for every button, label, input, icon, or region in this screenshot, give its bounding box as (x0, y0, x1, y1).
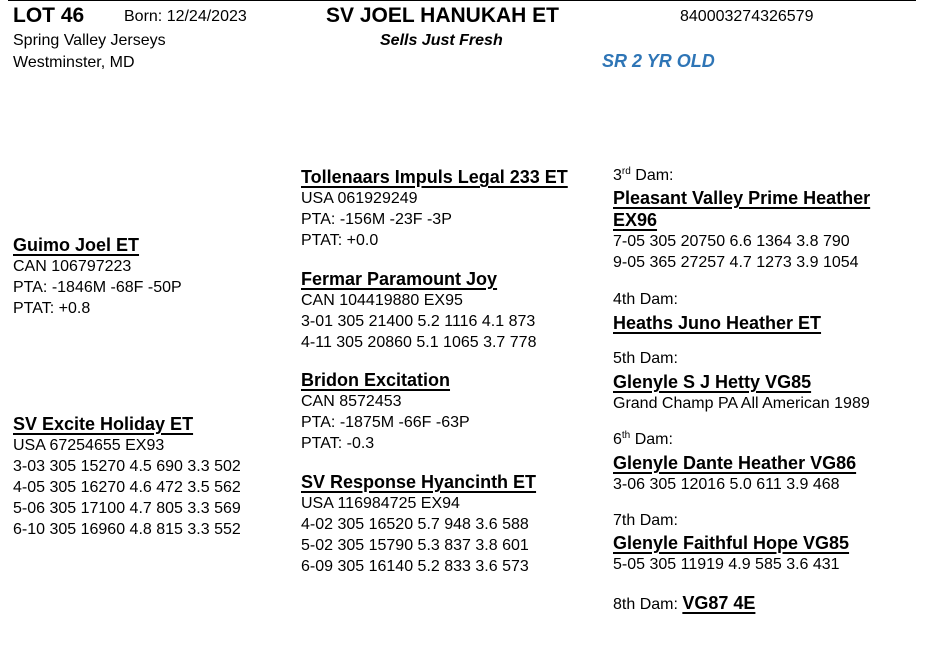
sire-block (13, 234, 182, 319)
dam6-name: Glenyle Dante Heather VG86 (613, 453, 857, 473)
dam4-block (613, 312, 821, 334)
dam3-label (613, 166, 673, 186)
sires-sire-line: PTA: -156M -23F -3P (301, 211, 452, 228)
dam5-name: Glenyle S J Hetty VG85 (613, 372, 812, 392)
sells-note: Sells Just Fresh (380, 32, 503, 49)
sires-sire-line: USA 061929249 (301, 190, 418, 207)
dams-dam-name: SV Response Hyancinth ET (301, 472, 537, 492)
dam-line: USA 67254655 EX93 (13, 437, 165, 454)
registration-number: 840003274326579 (680, 8, 814, 25)
dam6-label-suffix: th (621, 430, 631, 441)
dam4-name: Heaths Juno Heather ET (613, 313, 822, 333)
dams-dam-line: 4-02 305 16520 5.7 948 3.6 588 (301, 516, 529, 533)
dam8-name: VG87 4E (682, 593, 756, 613)
dam3-block (613, 187, 870, 273)
dam3-name-cont: EX96 (613, 210, 658, 230)
dam-block (13, 413, 241, 540)
dam6-label-text: Dam: (630, 431, 673, 448)
dam3-line: 9-05 365 27257 4.7 1273 3.9 1054 (613, 254, 859, 271)
class-label: SR 2 YR OLD (602, 51, 715, 71)
sires-sire-line: PTAT: +0.0 (301, 232, 379, 249)
dam8-block (613, 592, 755, 615)
dams-dam-line: USA 116984725 EX94 (301, 495, 460, 512)
sires-sire-block (301, 166, 568, 251)
dam7-line: 5-05 305 11919 4.9 585 3.6 431 (613, 556, 840, 573)
sire-line: PTAT: +0.8 (13, 300, 91, 317)
sires-dam-name: Fermar Paramount Joy (301, 269, 498, 289)
animal-title: SV JOEL HANUKAH ET (326, 4, 559, 27)
top-rule (8, 0, 916, 1)
dams-dam-line: 5-02 305 15790 5.3 837 3.8 601 (301, 537, 529, 554)
dams-sire-line: PTAT: -0.3 (301, 435, 375, 452)
dam3-label-number: 3 (613, 167, 622, 184)
dam7-block (613, 532, 849, 575)
dam7-name: Glenyle Faithful Hope VG85 (613, 533, 850, 553)
dam3-label-text: Dam: (630, 167, 674, 184)
dam7-label: 7th Dam: (613, 512, 678, 529)
dam6-label-number: 6 (613, 431, 622, 448)
sire-name: Guimo Joel ET (13, 235, 140, 255)
dam6-line: 3-06 305 12016 5.0 611 3.9 468 (613, 476, 840, 493)
dams-sire-block (301, 369, 470, 454)
dam5-line: Grand Champ PA All American 1989 (613, 395, 870, 412)
lot-number: LOT 46 (13, 4, 85, 27)
dams-sire-line: CAN 8572453 (301, 393, 402, 410)
dam-line: 6-10 305 16960 4.8 815 3.3 552 (13, 521, 241, 538)
dam6-label (613, 430, 673, 450)
dam-name: SV Excite Holiday ET (13, 414, 194, 434)
dam-line: 3-03 305 15270 4.5 690 3.3 502 (13, 458, 241, 475)
breeder-name: Spring Valley Jerseys (13, 32, 166, 49)
dam5-label: 5th Dam: (613, 350, 678, 367)
sires-dam-line: CAN 104419880 EX95 (301, 292, 463, 309)
dam-line: 5-06 305 17100 4.7 805 3.3 569 (13, 500, 241, 517)
dam3-line: 7-05 305 20750 6.6 1364 3.8 790 (613, 233, 850, 250)
dams-dam-block (301, 471, 536, 577)
dams-dam-line: 6-09 305 16140 5.2 833 3.6 573 (301, 558, 529, 575)
dams-sire-line: PTA: -1875M -66F -63P (301, 414, 470, 431)
dam3-name: Pleasant Valley Prime Heather (613, 188, 871, 208)
sire-line: CAN 106797223 (13, 258, 132, 275)
sires-dam-line: 3-01 305 21400 5.2 1116 4.1 873 (301, 313, 536, 330)
breeder-location: Westminster, MD (13, 54, 135, 71)
dam3-label-suffix: rd (621, 166, 631, 177)
sire-line: PTA: -1846M -68F -50P (13, 279, 182, 296)
birth-date: Born: 12/24/2023 (124, 8, 247, 25)
sires-dam-block (301, 268, 536, 353)
dam-line: 4-05 305 16270 4.6 472 3.5 562 (13, 479, 241, 496)
dam4-label: 4th Dam: (613, 291, 678, 308)
sires-dam-line: 4-11 305 20860 5.1 1065 3.7 778 (301, 334, 537, 351)
dam6-block (613, 452, 856, 495)
dam8-label: 8th Dam: (613, 596, 683, 613)
dams-sire-name: Bridon Excitation (301, 370, 451, 390)
dam5-block (613, 371, 870, 414)
sires-sire-name: Tollenaars Impuls Legal 233 ET (301, 167, 568, 187)
